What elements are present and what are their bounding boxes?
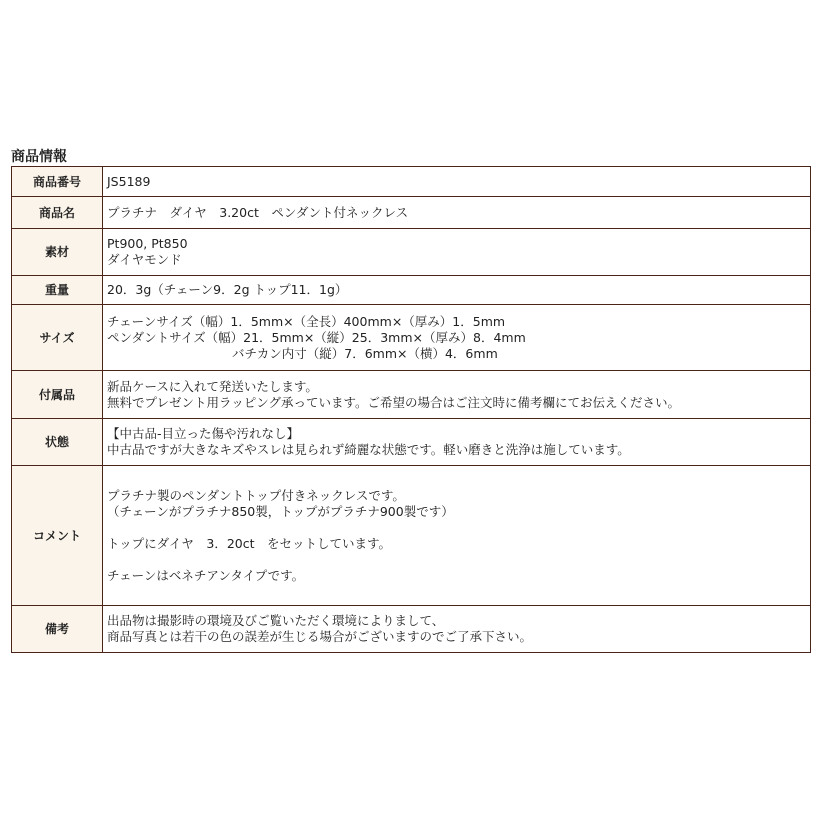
value-line: JS5189 [107,173,151,189]
value-line: ペンダントサイズ（幅）21．5mm×（縦）25．3mm×（厚み）8．4mm [107,329,526,345]
row-value [103,305,811,371]
section-title: 商品情報 [11,149,67,165]
row-label: 重量 [12,276,103,305]
table-row [12,371,811,419]
product-info-table [11,166,811,653]
row-label: コメント [12,466,103,606]
value-line: トップにダイヤ 3．20ct をセットしています。 [107,535,392,551]
table-row [12,167,811,197]
row-label: 状態 [12,419,103,466]
value-line: 中古品ですが大きなキズやスレは見られず綺麗な状態です。軽い磨きと洗浄は施しています。 [107,442,630,457]
row-label: サイズ [12,305,103,371]
table-row [12,419,811,466]
row-label: 商品番号 [12,167,103,197]
value-line: チェーンはベネチアンタイプです。 [107,567,305,583]
table-row [12,606,811,653]
table-row [12,276,811,305]
value-line: プラチナ製のペンダントトップ付きネックレスです。 [107,487,405,503]
row-value [103,276,811,305]
value-line: プラチナ ダイヤ 3.20ct ペンダント付ネックレス [107,204,409,220]
value-line: 【中古品-目立った傷や汚れなし】 [107,426,300,441]
row-label: 商品名 [12,197,103,229]
row-value [103,229,811,276]
value-line: 無料でプレゼント用ラッピング承っています。ご希望の場合はご注文時に備考欄にてお伝えください。 [107,394,681,410]
value-line: 商品写真とは若干の色の誤差が生じる場合がございますのでご了承下さい。 [107,629,533,644]
row-value [103,606,811,653]
row-value [103,419,811,466]
row-label: 素材 [12,229,103,276]
row-value [103,371,811,419]
value-line: 出品物は撮影時の環境及びご覧いただく環境によりまして、 [107,613,445,628]
row-value [103,466,811,606]
value-line: 20．3g（チェーン9．2g トップ11．1g） [107,282,348,297]
value-line: （チェーンがプラチナ850製，トップがプラチナ900製です） [107,503,454,519]
value-line: チェーンサイズ（幅）1．5mm×（全長）400mm×（厚み）1．5mm [107,313,506,329]
value-line: 新品ケースに入れて発送いたします。 [107,378,318,394]
table-row [12,466,811,606]
value-line: Pt900, Pt850 [107,236,188,251]
value-line [107,552,806,568]
row-label: 備考 [12,606,103,653]
table-row [12,229,811,276]
table-row [12,305,811,371]
value-line: バチカン内寸（縦）7．6mm×（横）4．6mm [107,345,498,361]
row-value [103,167,811,197]
row-value [103,197,811,229]
value-line: ダイヤモンド [107,252,182,267]
row-label: 付属品 [12,371,103,419]
table-row [12,197,811,229]
value-line [107,520,806,536]
